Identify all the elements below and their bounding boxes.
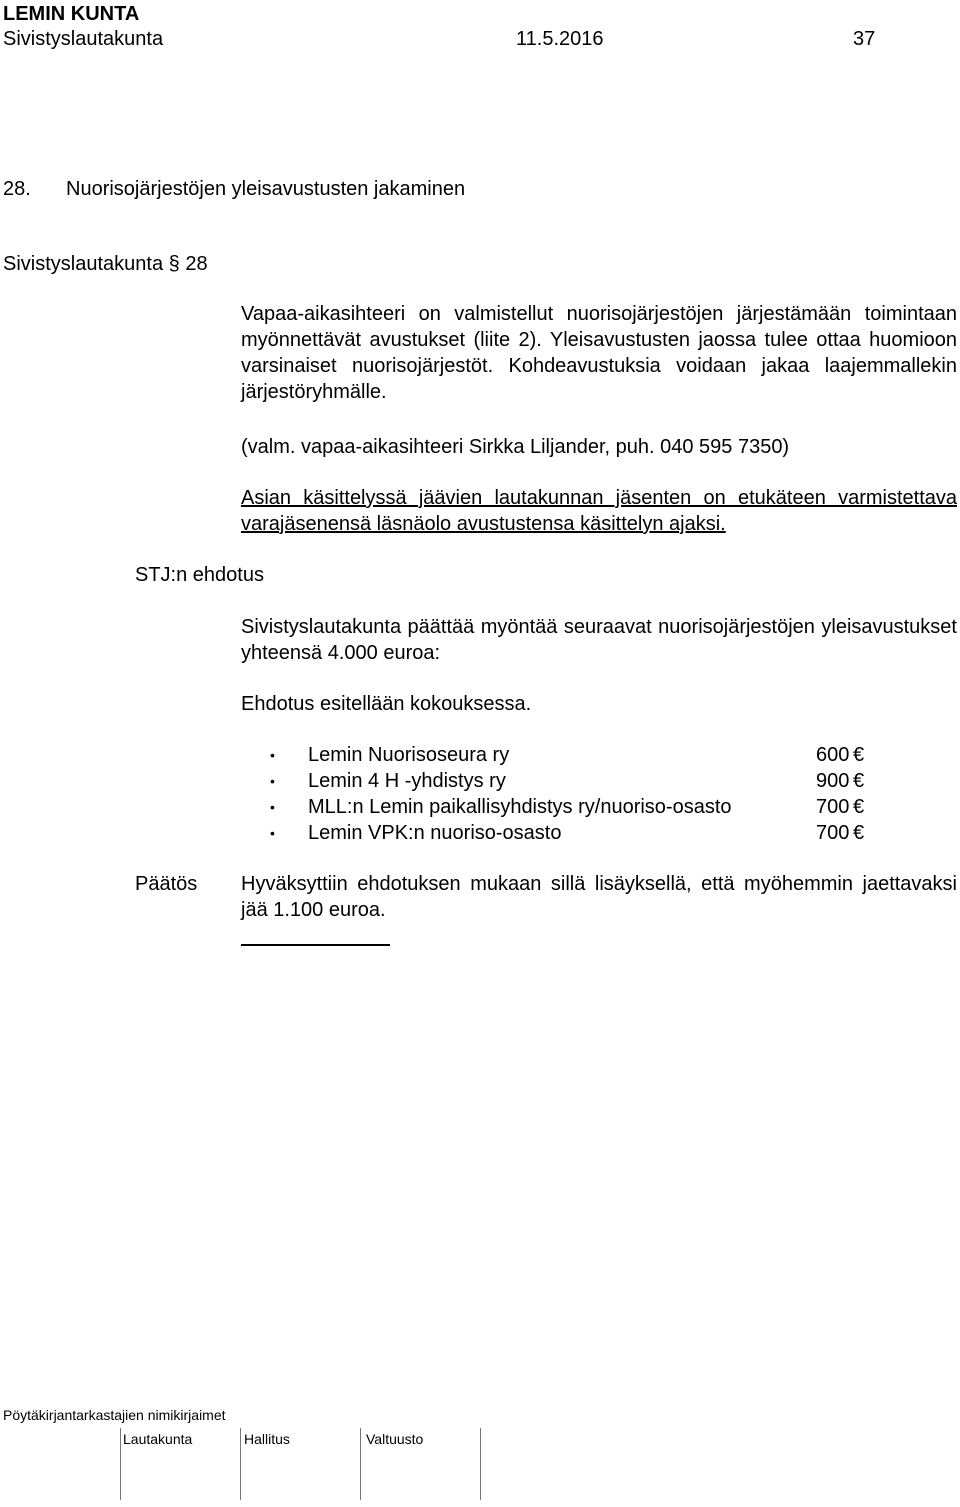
footer-divider: [480, 1428, 481, 1500]
footer-divider: [120, 1428, 121, 1500]
footer-divider: [240, 1428, 241, 1500]
intro-paragraph: Vapaa-aikasihteeri on valmistellut nuorisojärjestöjen järjestämään toimintaan myönnettävät avustukset (liite 2). Yleisavustusten jaossa tulee ottaa huomioon varsinaiset nuorisojärjestöt. Kohdeavustuksia voidaan jakaa laajemmallekin järjestöryhmälle.: [241, 303, 957, 403]
decision-label: Päätös: [135, 873, 198, 895]
section-title: Nuorisojärjestöjen yleisavustusten jakaminen: [66, 178, 466, 200]
footer-label-hallitus: Hallitus: [244, 1431, 290, 1447]
euro-icon: €: [853, 796, 865, 818]
organization-name: LEMIN KUNTA: [3, 3, 140, 25]
section-number: 28.: [3, 178, 31, 200]
grant-recipient: MLL:n Lemin paikallisyhdistys ry/nuoriso-osasto: [308, 796, 732, 818]
footer-label-valtuusto: Valtuusto: [366, 1431, 424, 1447]
euro-icon: €: [853, 770, 865, 792]
bullet-icon: •: [270, 747, 275, 763]
preparer-line: (valm. vapaa-aikasihteeri Sirkka Liljander, puh. 040 595 7350): [241, 436, 790, 458]
grant-amount: 700: [816, 796, 850, 818]
decision-text: Hyväksyttiin ehdotuksen mukaan sillä lisäyksellä, että myöhemmin jaettavaksi jää 1.100 euroa.: [241, 873, 957, 921]
bullet-icon: •: [270, 799, 275, 815]
footer-label-lautakunta: Lautakunta: [123, 1431, 193, 1447]
grant-amount: 600: [816, 744, 850, 766]
grant-amount: 700: [816, 822, 850, 844]
signature-line: [241, 944, 390, 946]
grant-recipient: Lemin 4 H -yhdistys ry: [308, 770, 506, 792]
committee-name: Sivistyslautakunta: [3, 28, 164, 50]
euro-icon: €: [853, 822, 865, 844]
meeting-date: 11.5.2016: [516, 28, 604, 50]
bullet-icon: •: [270, 773, 275, 789]
proposal-text: Sivistyslautakunta päättää myöntää seuraavat nuorisojärjestöjen yleisavustukset yhteensä 4.000 euroa:: [241, 616, 957, 664]
disqualification-notice: Asian käsittelyssä jäävien lautakunnan jäsenten on etukäteen varmistettava varajäsenensä läsnäolo avustustensa käsittelyn ajaksi.: [241, 487, 957, 535]
footer-title: Pöytäkirjantarkastajien nimikirjaimet: [3, 1407, 226, 1423]
bullet-icon: •: [270, 825, 275, 841]
presentation-note: Ehdotus esitellään kokouksessa.: [241, 693, 532, 715]
grant-recipient: Lemin VPK:n nuoriso-osasto: [308, 822, 562, 844]
proposal-label: STJ:n ehdotus: [135, 564, 264, 586]
page-number: 37: [853, 28, 876, 50]
grant-amount: 900: [816, 770, 850, 792]
section-reference: Sivistyslautakunta § 28: [3, 253, 208, 275]
footer-divider: [360, 1428, 361, 1500]
grant-recipient: Lemin Nuorisoseura ry: [308, 744, 510, 766]
euro-icon: €: [853, 744, 865, 766]
